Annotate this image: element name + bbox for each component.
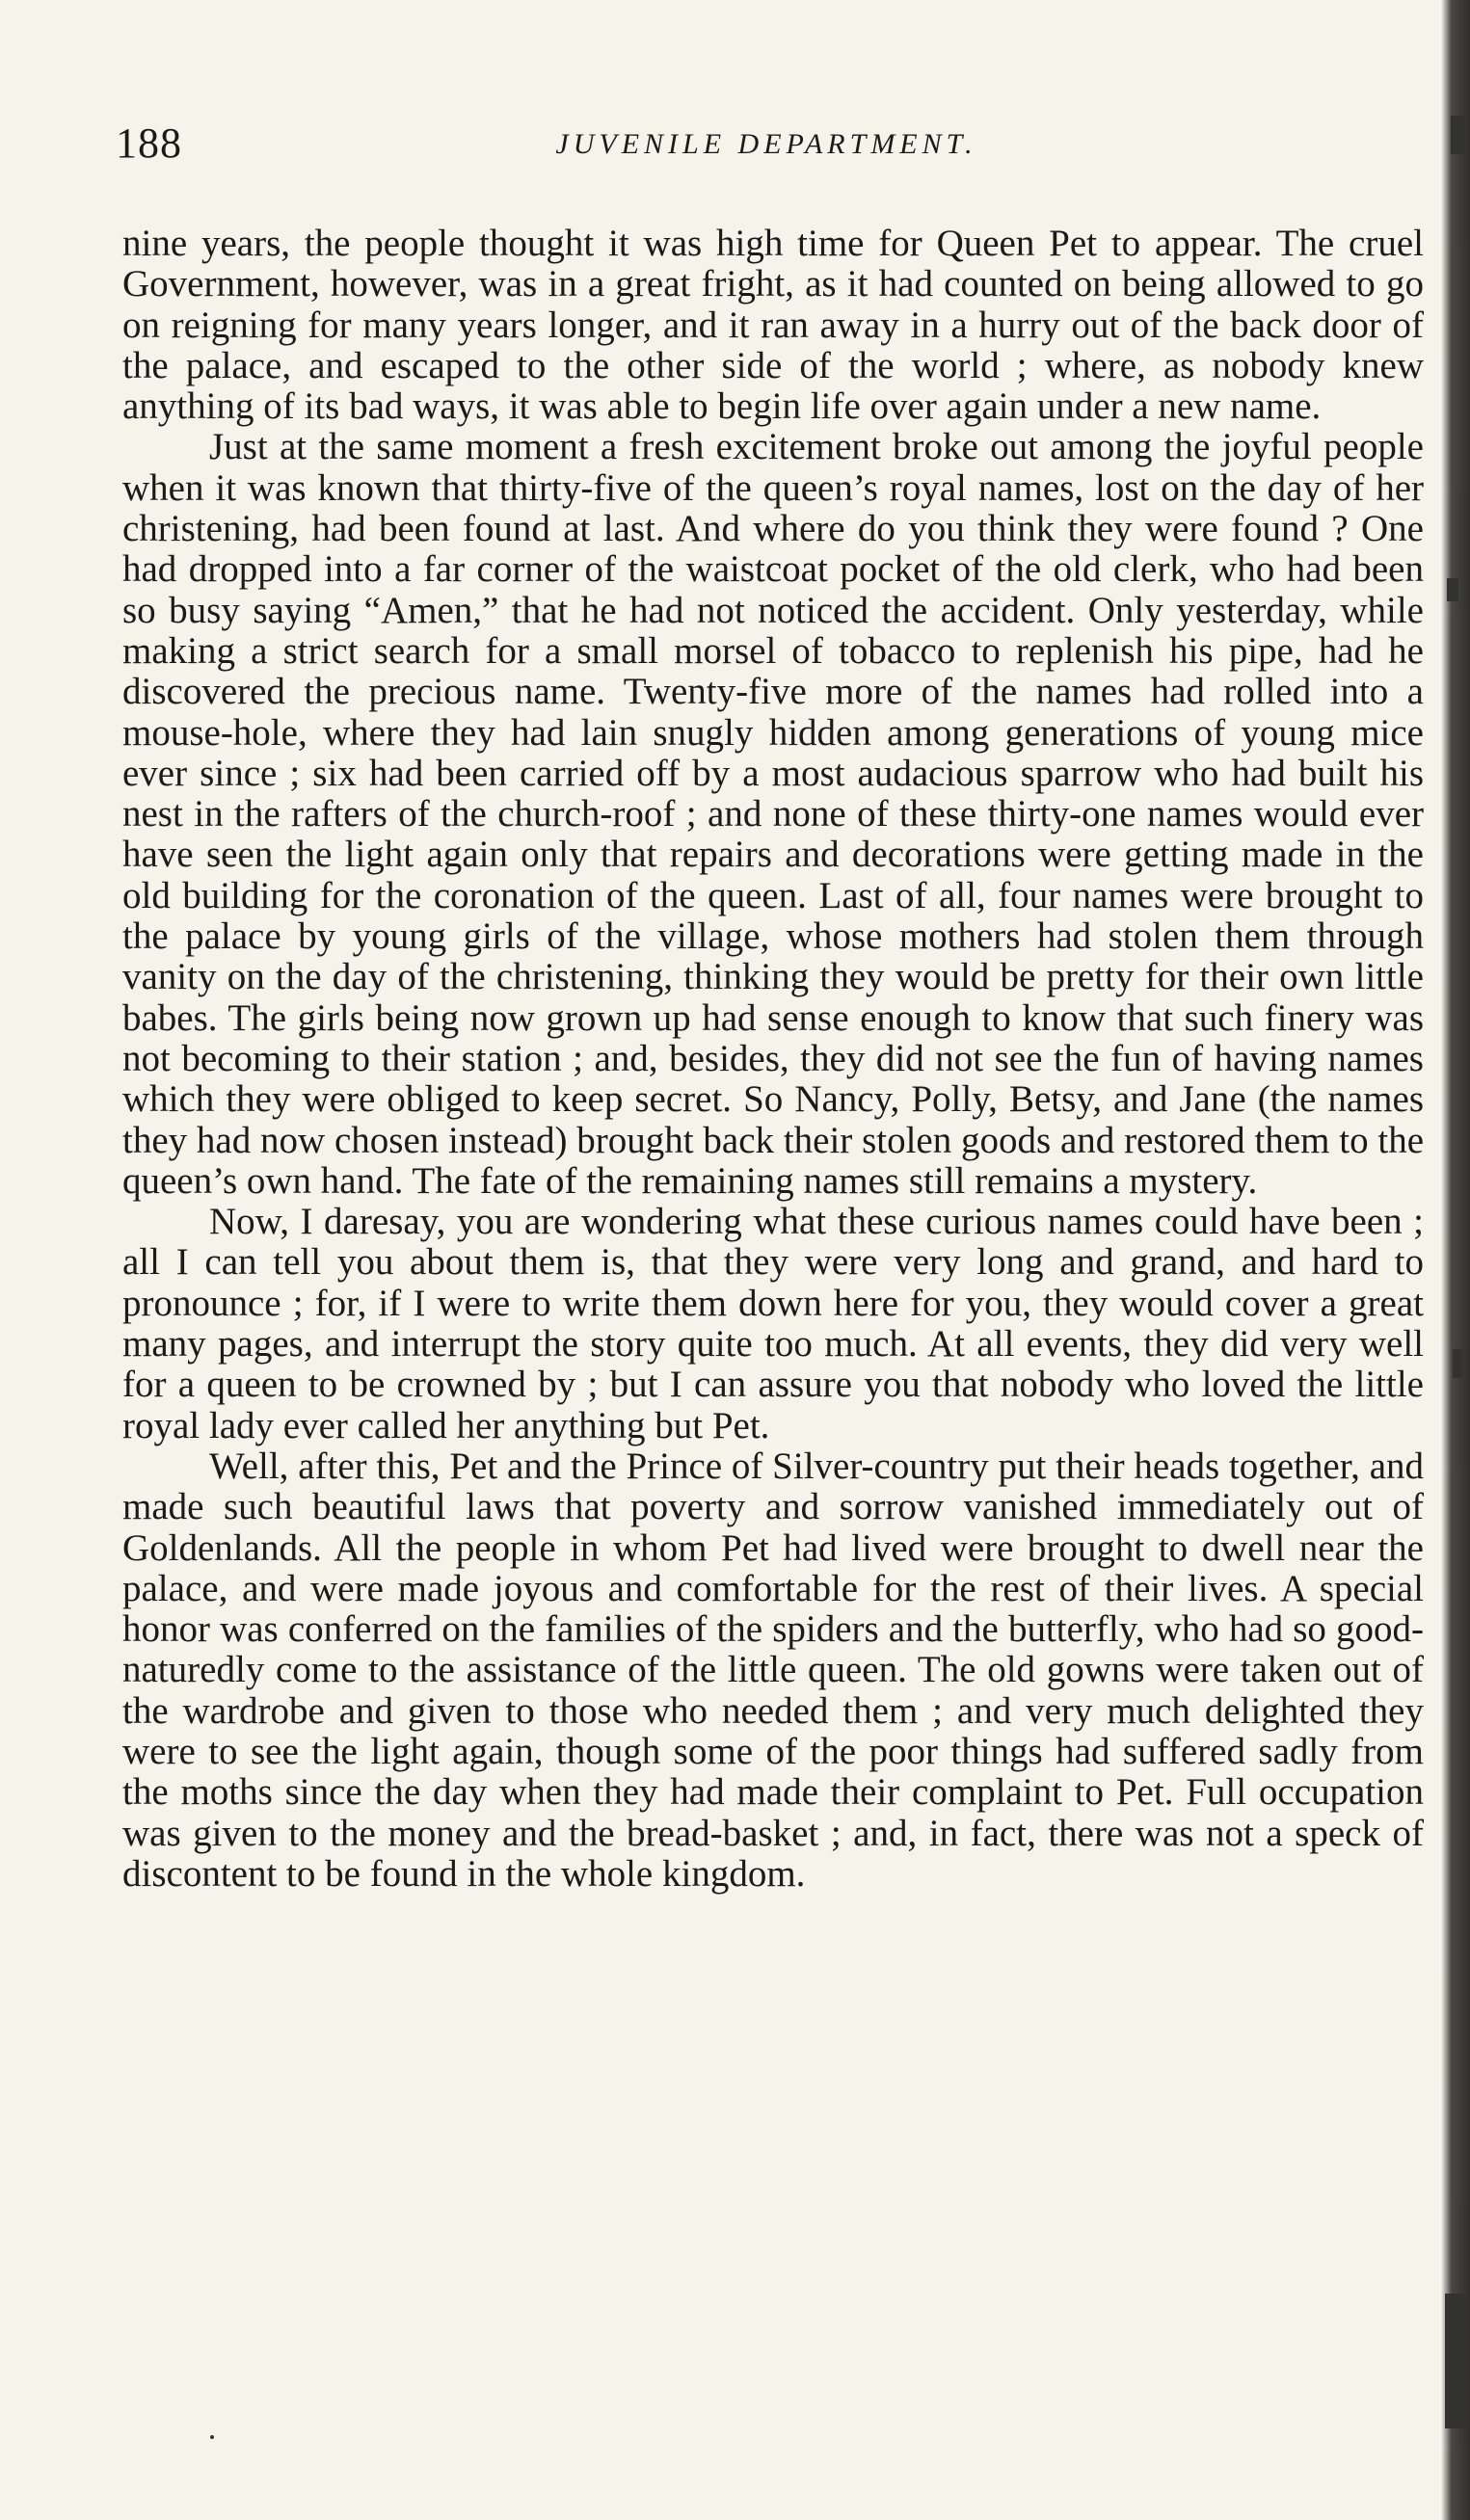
paragraph: Well, after this, Pet and the Prince of Silver-country put their heads together, and made such beautiful laws that poverty and sorrow vanished immediately out of Goldenlands. All the people in whom Pet had lived were brought to dwell near the palace, and were made joyous and comfortable for the rest of their lives. A special honor was conferred on the families of the spiders and the butterfly, who had so good-naturedly come to the assistance of the little queen. The old gowns were taken out of the wardrobe and given to those who needed them ; and very much delighted they were to see the light again, though some of the poor things had suffered sadly from the moths since the day when they had made their complaint to Pet. Full occupation was given to the money and the bread-basket ; and, in fact, there was not a speck of discontent to be found in the whole kingdom. bbox=[122, 1445, 1424, 1895]
page-binding-edge bbox=[1441, 0, 1470, 2520]
stray-ink-dot bbox=[210, 2435, 214, 2439]
paragraph: Now, I daresay, you are wondering what these curious names could have been ; all I can tell you about them is, that they were very long and grand, and hard to pronounce ; for, if I were to write them down here for you, they would cover a great many pages, and interrupt the story quite too much. At all events, they did very well for a queen to be crowned by ; but I can assure you that nobody who loved the little royal lady ever called her anything but Pet. bbox=[122, 1201, 1424, 1446]
paragraph: nine years, the people thought it was high time for Queen Pet to appear. The cruel Government, however, was in a great fright, as it had counted on being allowed to go on reigning for many years longer, and it ran away in a hurry out of the back door of the palace, and escaped to the other side of the world ; where, as nobody knew anything of its bad ways, it was able to begin life over again under a new name. bbox=[122, 223, 1424, 428]
paragraph: Just at the same moment a fresh excitement broke out among the joyful people when it was known that thirty-five of the queen’s royal names, lost on the day of her christening, had been found at last. And where do you think they were found ? One had dropped into a far corner of the waistcoat pocket of the old clerk, who had been so busy saying “Amen,” that he had not noticed the accident. Only yesterday, while making a strict search for a small morsel of tobacco to replenish his pipe, had he discovered the precious name. Twenty-five more of the names had rolled into a mouse-hole, where they had lain snugly hidden among generations of young mice ever since ; six had been carried off by a most audacious sparrow who had built his nest in the rafters of the church-roof ; and none of these thirty-one names would ever have seen the light again only that repairs and decorations were getting made in the old building for the coronation of the queen. Last of all, four names were brought to the palace by young girls of the village, whose mothers had stolen them through vanity on the day of the christening, thinking they would be pretty for their own little babes. The girls being now grown up had sense enough to know that such finery was not becoming to their station ; and, besides, they did not see the fun of having names which they were obliged to keep secret. So Nancy, Polly, Betsy, and Jane (the names they had now chosen instead) brought back their stolen goods and restored them to the queen’s own hand. The fate of the remaining names still remains a mystery. bbox=[122, 426, 1424, 1202]
running-head: JUVENILE DEPARTMENT. bbox=[555, 128, 977, 160]
body-text bbox=[122, 224, 1424, 1895]
page-number: 188 bbox=[116, 119, 182, 167]
page-header bbox=[116, 119, 1417, 180]
